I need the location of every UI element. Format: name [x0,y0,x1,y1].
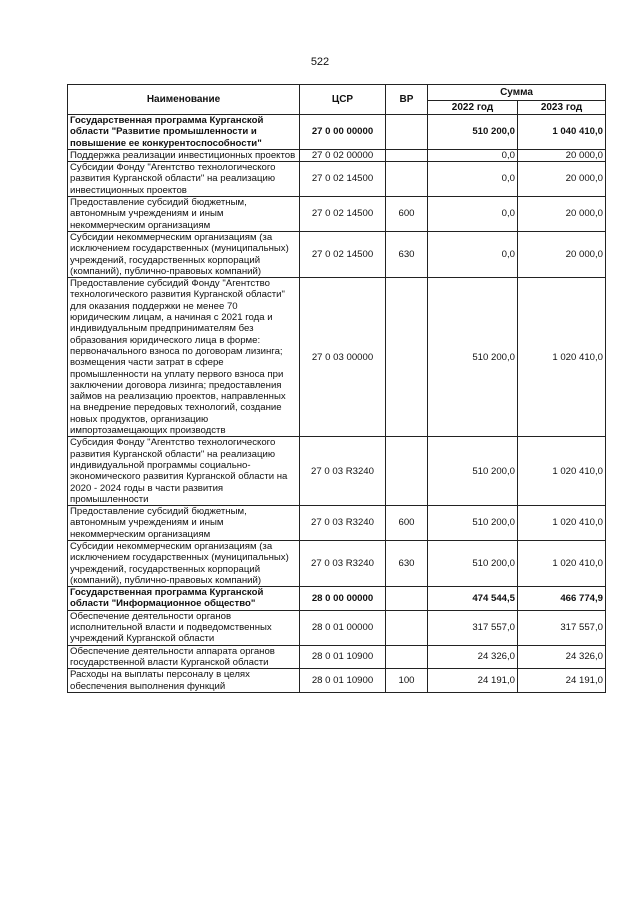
table-row [68,645,606,669]
cell-vr: 630 [386,231,428,277]
cell-amount-2022: 474 544,5 [428,587,518,611]
cell-vr: 600 [386,506,428,541]
cell-csr: 28 0 01 10900 [300,645,386,669]
cell-amount-2023: 466 774,9 [518,587,606,611]
cell-csr: 27 0 03 R3240 [300,437,386,506]
table-row [68,197,606,232]
cell-amount-2022: 317 557,0 [428,610,518,645]
table-row [68,162,606,197]
cell-amount-2022: 24 191,0 [428,669,518,693]
cell-amount-2023: 1 020 410,0 [518,278,606,437]
cell-vr [386,149,428,161]
cell-csr: 27 0 02 14500 [300,162,386,197]
cell-name: Субсидия Фонду "Агентство технологического развития Курганской области" на реализацию индивидуальной программы социально-экономического развития Курганской области на 2020 - 2024 годы в части развития промышленности [68,437,300,506]
cell-amount-2022: 510 200,0 [428,506,518,541]
cell-name: Субсидии некоммерческим организациям (за исключением государственных (муниципальных) учреждений, государственных корпораций (компаний), публично-правовых компаний) [68,231,300,277]
cell-csr: 27 0 03 00000 [300,278,386,437]
table-row [68,437,606,506]
table-row [68,278,606,437]
table-row [68,506,606,541]
cell-csr: 27 0 02 00000 [300,149,386,161]
header-name: Наименование [68,85,300,115]
cell-name: Предоставление субсидий Фонду "Агентство технологического развития Курганской области" для оказания поддержки не менее 70 юридическим лицам, а начиная с 2021 года и индивидуальным предпринимателям без образования юридического лица в форме: первоначального взноса по договорам лизинга; возмещения части затрат в сфере промышленности на уплату первого взноса при заключении договора лизинга; предоставления займов на реализацию проектов, направленных на внедрение передовых технологий, создание новых продуктов, организацию импортозамещающих производств [68,278,300,437]
page-number: 522 [310,56,330,68]
cell-name: Обеспечение деятельности аппарата органов государственной власти Курганской области [68,645,300,669]
cell-vr: 600 [386,197,428,232]
cell-amount-2023: 1 020 410,0 [518,540,606,586]
table-header-row [68,85,606,101]
cell-amount-2023: 1 020 410,0 [518,506,606,541]
cell-vr [386,610,428,645]
cell-csr: 28 0 01 10900 [300,669,386,693]
cell-name: Поддержка реализации инвестиционных проектов [68,149,300,161]
table-row [68,610,606,645]
header-csr: ЦСР [300,85,386,115]
cell-csr: 27 0 02 14500 [300,197,386,232]
budget-table [67,84,606,693]
cell-vr [386,587,428,611]
cell-csr: 28 0 00 00000 [300,587,386,611]
cell-name: Предоставление субсидий бюджетным, автономным учреждениям и иным некоммерческим организациям [68,197,300,232]
cell-csr: 28 0 01 00000 [300,610,386,645]
table-row [68,540,606,586]
cell-name: Государственная программа Курганской области "Информационное общество" [68,587,300,611]
cell-vr: 100 [386,669,428,693]
cell-amount-2023: 1 020 410,0 [518,437,606,506]
cell-name: Субсидии некоммерческим организациям (за исключением государственных (муниципальных) учреждений, государственных корпораций (компаний), публично-правовых компаний) [68,540,300,586]
cell-csr: 27 0 00 00000 [300,115,386,150]
cell-csr: 27 0 03 R3240 [300,506,386,541]
cell-name: Расходы на выплаты персоналу в целях обеспечения выполнения функций [68,669,300,693]
table-row [68,149,606,161]
cell-amount-2023: 20 000,0 [518,162,606,197]
cell-name: Государственная программа Курганской области "Развитие промышленности и повышение ее конкурентоспособности" [68,115,300,150]
cell-csr: 27 0 03 R3240 [300,540,386,586]
table-body [68,115,606,693]
cell-amount-2022: 0,0 [428,149,518,161]
table-row [68,115,606,150]
cell-amount-2023: 1 040 410,0 [518,115,606,150]
cell-vr [386,278,428,437]
header-year-2022: 2022 год [428,101,518,115]
cell-amount-2023: 24 326,0 [518,645,606,669]
cell-name: Предоставление субсидий бюджетным, автономным учреждениям и иным некоммерческим организациям [68,506,300,541]
header-vr: ВР [386,85,428,115]
cell-csr: 27 0 02 14500 [300,231,386,277]
cell-vr [386,162,428,197]
cell-amount-2022: 0,0 [428,162,518,197]
cell-vr: 630 [386,540,428,586]
cell-name: Субсидии Фонду "Агентство технологического развития Курганской области" на реализацию инвестиционных проектов [68,162,300,197]
cell-amount-2023: 317 557,0 [518,610,606,645]
cell-amount-2023: 20 000,0 [518,231,606,277]
cell-amount-2022: 510 200,0 [428,437,518,506]
cell-amount-2022: 510 200,0 [428,278,518,437]
cell-vr [386,645,428,669]
table-row [68,669,606,693]
cell-amount-2023: 20 000,0 [518,149,606,161]
header-sum: Сумма [428,85,606,101]
cell-amount-2022: 0,0 [428,197,518,232]
cell-amount-2022: 0,0 [428,231,518,277]
cell-vr [386,437,428,506]
cell-amount-2022: 24 326,0 [428,645,518,669]
table-row [68,231,606,277]
cell-amount-2022: 510 200,0 [428,540,518,586]
cell-name: Обеспечение деятельности органов исполнительной власти и подведомственных учреждений Курганской области [68,610,300,645]
cell-amount-2022: 510 200,0 [428,115,518,150]
table-row [68,587,606,611]
header-year-2023: 2023 год [518,101,606,115]
cell-amount-2023: 20 000,0 [518,197,606,232]
cell-amount-2023: 24 191,0 [518,669,606,693]
cell-vr [386,115,428,150]
